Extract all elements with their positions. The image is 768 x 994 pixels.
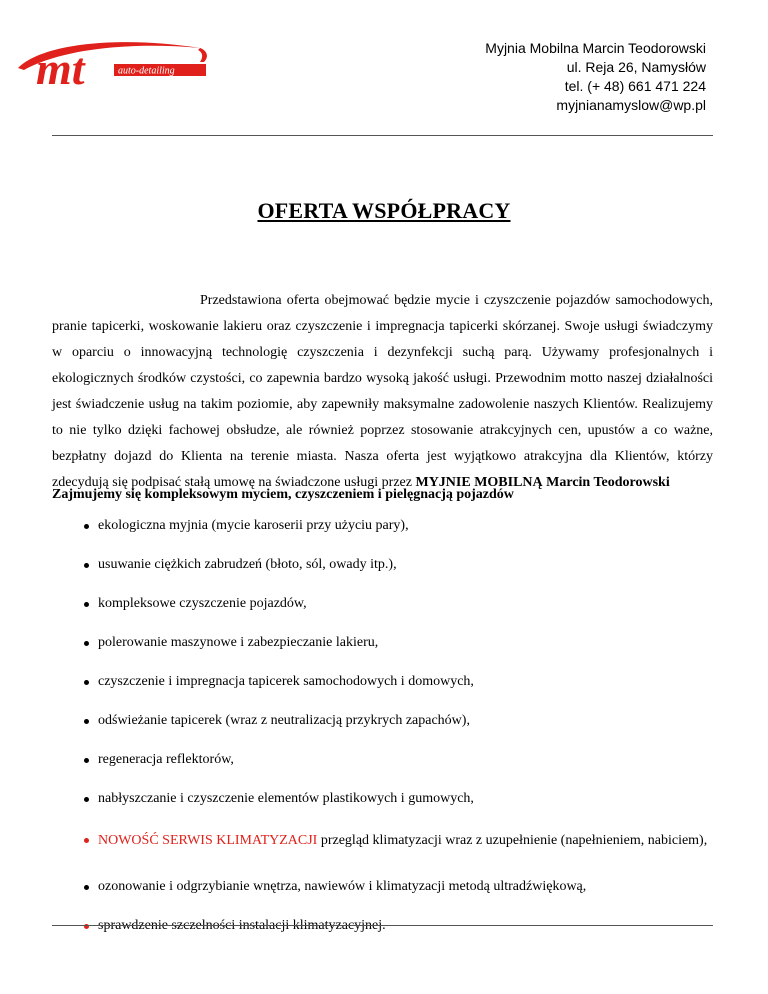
bullet-icon bbox=[84, 758, 89, 763]
bullet-icon bbox=[84, 680, 89, 685]
list-item: ekologiczna myjnia (mycie karoserii przy użyciu pary), bbox=[52, 516, 713, 536]
intro-text: Przedstawiona oferta obejmować będzie mycie i czyszczenie pojazdów samochodowych, pranie tapicerki, woskowanie lakieru oraz czyszczenie i impregnacja tapicerki skórzanej. Swoje usługi świadczymy w oparciu o innowacyjną technologię czyszczenia i dezynfekcji suchą parą. Używamy profesjonalnych i ekologicznych środków czystości, co zapewnia bardzo wysoką jakość usługi. Przewodnim motto naszej działalności jest świadczenie usług na takim poziomie, aby zapewniły maksymalne zadowolenie naszych Klientów. Realizujemy to nie tylko dzięki fachowej obsłudze, ale również poprzez stosowanie atrakcyjnych cen, upustów a co ważne, bezpłatny dojazd do Klienta na terenie miasta. Nasza oferta jest wyjątkowo atrakcyjna dla Klientów, którzy zdecydują się podpisać stałą umowę na świadczone usługi przez bbox=[52, 293, 713, 490]
mt-auto-detailing-logo bbox=[14, 34, 214, 92]
bullet-icon bbox=[84, 524, 89, 529]
intro-paragraph bbox=[52, 288, 713, 496]
list-item: regeneracja reflektorów, bbox=[52, 750, 713, 770]
page-title: OFERTA WSPÓŁPRACY bbox=[257, 198, 511, 223]
bullet-icon bbox=[84, 641, 89, 646]
list-item: czyszczenie i impregnacja tapicerek samochodowych i domowych, bbox=[52, 672, 713, 692]
bullet-icon bbox=[84, 719, 89, 724]
svg-text:auto-detailing: auto-detailing bbox=[118, 65, 175, 77]
company-address: ul. Reja 26, Namysłów bbox=[566, 59, 706, 75]
bullet-icon bbox=[84, 838, 89, 843]
bullet-icon bbox=[84, 563, 89, 568]
list-item: nabłyszczanie i czyszczenie elementów plastikowych i gumowych, bbox=[52, 789, 713, 809]
intro-company-name: MYJNIE MOBILNĄ Marcin Teodorowski bbox=[415, 475, 670, 490]
bullet-icon bbox=[84, 797, 89, 802]
list-item: sprawdzenie szczelności instalacji klimatyzacyjnej. bbox=[52, 916, 713, 936]
services-list bbox=[52, 516, 713, 936]
contact-block bbox=[485, 39, 706, 115]
company-logo bbox=[14, 34, 214, 92]
list-item: ozonowanie i odgrzybianie wnętrza, nawiewów i klimatyzacji metodą ultradźwiękową, bbox=[52, 877, 713, 897]
bullet-icon bbox=[84, 602, 89, 607]
bullet-icon bbox=[84, 885, 89, 890]
list-item: usuwanie ciężkich zabrudzeń (błoto, sól, owady itp.), bbox=[52, 555, 713, 575]
list-item: polerowanie maszynowe i zabezpieczanie lakieru, bbox=[52, 633, 713, 653]
new-service-label: NOWOŚĆ SERWIS KLIMATYZACJI bbox=[98, 833, 318, 848]
list-item: kompleksowe czyszczenie pojazdów, bbox=[52, 594, 713, 614]
services-heading: Zajmujemy się kompleksowym myciem, czyszczeniem i pielęgnacją pojazdów bbox=[52, 487, 514, 502]
svg-text:mt: mt bbox=[36, 43, 85, 92]
footer-divider bbox=[52, 925, 713, 926]
header-divider bbox=[52, 135, 713, 136]
company-phone: tel. (+ 48) 661 471 224 bbox=[564, 78, 706, 94]
company-email: myjnianamyslow@wp.pl bbox=[556, 97, 706, 113]
company-name: Myjnia Mobilna Marcin Teodorowski bbox=[485, 40, 706, 56]
list-item: odświeżanie tapicerek (wraz z neutralizacją przykrych zapachów), bbox=[52, 711, 713, 731]
list-item-new-service: NOWOŚĆ SERWIS KLIMATYZACJI przegląd klimatyzacji wraz z uzupełnienie (napełnieniem, nabiciem), bbox=[52, 828, 713, 853]
